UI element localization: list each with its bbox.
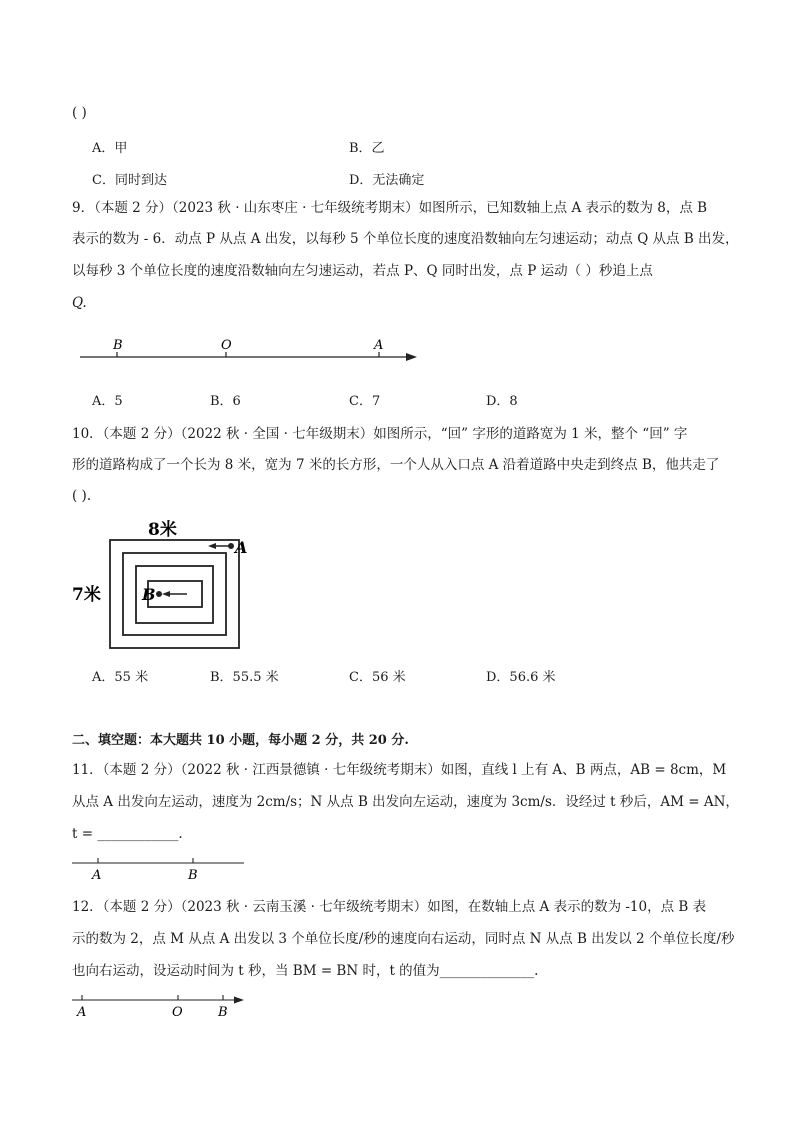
q12-label-b: B [218, 1005, 228, 1020]
q9-label-o: O [221, 338, 232, 353]
q8-option-c: C．同时到达 [92, 173, 167, 188]
q9-option-a: A．5 [92, 394, 123, 409]
q11-label-a: A [92, 868, 102, 883]
q10-point-a [228, 543, 234, 549]
q8-option-a: A．甲 [92, 141, 128, 156]
q9-line-3: 以每秒 3 个单位长度的速度沿数轴向左匀速运动，若点 P、Q 同时出发，点 P 运动（ ）秒追上点 [72, 263, 653, 279]
q11-line-figure [72, 855, 252, 883]
q10-hui-road-figure [70, 515, 260, 655]
q12-line-1: 12．（本题 2 分）（2023 秋 · 云南玉溪 · 七年级统考期末）如图，在数轴上点 A 表示的数为 -10，点 B 表 [72, 899, 707, 915]
q9-option-b: B．6 [210, 394, 241, 409]
q10-path-arrowhead-a [208, 543, 216, 549]
q10-line-3: ( ). [72, 488, 92, 504]
q11-label-b: B [188, 868, 198, 883]
q12-label-a: A [77, 1005, 87, 1020]
q10-width-label: 8米 [148, 520, 177, 540]
q11-line-2: 从点 A 出发向左运动，速度为 2cm/s；N 从点 B 出发向左运动，速度为 3cm/s．设经过 t 秒后，AM = AN， [72, 794, 739, 810]
q10-line-1: 10．（本题 2 分）（2022 秋 · 全国 · 七年级期末）如图所示，“回” 字形的道路宽为 1 米，整个 “回” 字 [72, 426, 688, 442]
q10-height-label: 7米 [72, 585, 101, 605]
q12-axis-arrow [234, 997, 244, 1004]
q10-option-d: D．56.6 米 [486, 670, 556, 685]
q12-number-line-figure [72, 992, 252, 1022]
q12-line-3: 也向右运动，设运动时间为 t 秒，当 BM = BN 时，t 的值为______________. [72, 963, 539, 979]
q8-option-d: D．无法确定 [349, 173, 425, 188]
q10-option-c: C．56 米 [349, 670, 406, 685]
q8-option-b: B．乙 [349, 141, 385, 156]
q10-label-a: A [235, 538, 248, 557]
q8-answer-paren: ( ) [72, 105, 87, 121]
q9-axis-arrow [406, 353, 417, 361]
q9-label-b: B [113, 338, 123, 353]
q9-option-c: C．7 [349, 394, 381, 409]
q11-line-1: 11．（本题 2 分）（2022 秋 · 江西景德镇 · 七年级统考期末）如图，直线 l 上有 A、B 两点，AB = 8cm，M [72, 762, 727, 778]
q10-point-b [156, 591, 162, 597]
q9-line-2: 表示的数为 - 6．动点 P 从点 A 出发，以每秒 5 个单位长度的速度沿数轴向左匀速运动；动点 Q 从点 B 出发， [72, 231, 739, 247]
q10-line-2: 形的道路构成了一个长为 8 米，宽为 7 米的长方形，一个人从入口点 A 沿着道路中央走到终点 B，他共走了 [72, 457, 720, 473]
q9-option-d: D．8 [486, 394, 518, 409]
q10-option-a: A．55 米 [92, 670, 149, 685]
q9-number-line-figure [72, 334, 422, 370]
q9-label-a: A [374, 338, 384, 353]
q10-label-b: B [142, 585, 156, 604]
q11-line-3: t = ____________. [72, 826, 183, 842]
q9-line-4: Q. [72, 295, 87, 311]
q10-option-b: B．55.5 米 [210, 670, 279, 685]
q12-label-o: O [172, 1005, 183, 1020]
q10-path-arrowhead-b [162, 591, 170, 597]
q12-line-2: 示的数为 2，点 M 从点 A 出发以 3 个单位长度/秒的速度向右运动，同时点 N 从点 B 出发以 2 个单位长度/秒 [72, 931, 735, 947]
q9-line-1: 9．（本题 2 分）（2023 秋 · 山东枣庄 · 七年级统考期末）如图所示，已知数轴上点 A 表示的数为 8，点 B [72, 200, 708, 216]
section-2-heading: 二、填空题：本大题共 10 小题，每小题 2 分，共 20 分. [72, 733, 409, 748]
